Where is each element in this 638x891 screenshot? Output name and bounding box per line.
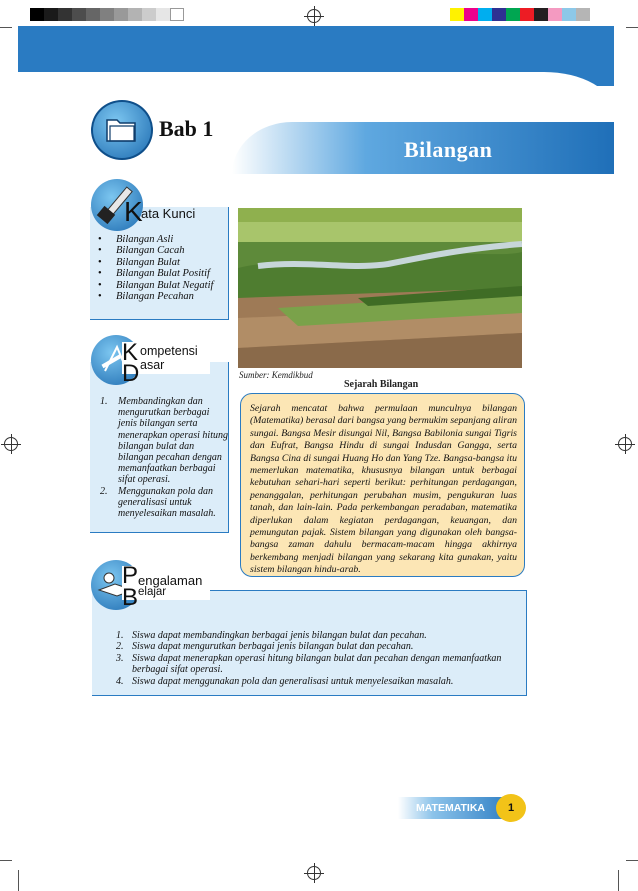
item-number: 2.: [116, 641, 124, 653]
photo-source: Sumber: Kemdikbud: [239, 370, 313, 380]
registration-mark-top: [307, 9, 321, 23]
pengalaman-initial: P: [122, 562, 139, 589]
crop-mark: [626, 860, 638, 861]
kata-kunci-list: [98, 234, 213, 302]
pengalaman-heading: engalaman: [138, 573, 203, 588]
list-item: [116, 641, 520, 652]
grayscale-calibration-bar: [30, 8, 184, 21]
belajar-initial: B: [122, 584, 139, 611]
kata-kunci-initial: K: [124, 196, 143, 227]
item-number: 1.: [116, 630, 124, 641]
belajar-heading: elajar: [138, 586, 167, 598]
footer-subject: MATEMATIKA: [416, 802, 486, 814]
photo-title: Sejarah Bilangan: [344, 379, 419, 390]
registration-mark-right: [618, 437, 632, 451]
list-item: • Bilangan Bulat Negatif: [98, 280, 213, 291]
dasar-heading: asar: [140, 358, 165, 372]
folder-icon: [91, 100, 153, 160]
list-item: [100, 396, 228, 486]
chapter-number: Bab 1: [159, 116, 214, 141]
sejarah-bilangan-box: Sejarah mencatat bahwa permulaan munculnya bilangan (Matematika) berasal dari bangsa yang bermukim sepanjang aliran sungai. Bangsa Mesir disungai Nil, Bangsa Babilonia sungai Tigris dan Eufrat, Bangsa Hindu di sungai Indusdan Gangga, serta Bangsa Cina di sungai Huang Ho dan Yang Tze. Bangsa-bangsa itu memerlukan matematika, khususnya bilangan untuk berbagai kebutuhan sehari-hari seperti berikut: perhitungan perdagangan, penanggalan, perhitungan perubahan musim, pengukuran luas tanah, dan lain-lain. Pada perkembangan peradaban, matematika diperlukan dalam kegiatan perdagangan, keuangan, dan pemungutan pajak. Sistem bilangan yang digunakan oleh bangsa-bangsa zaman dahulu bermacam-macam hingga akhirnya berkembang menjadi bilangan yang sekarang kita gunakan, yaitu sistem bilangan hindu-arab.: [240, 393, 525, 577]
crop-mark: [0, 27, 12, 28]
item-number: 3.: [116, 652, 124, 664]
registration-mark-bottom: [307, 866, 321, 880]
item-number: 2.: [100, 485, 108, 497]
chapter-title: Bilangan: [404, 137, 493, 162]
crop-mark: [618, 870, 619, 891]
page-number: 1: [496, 794, 526, 822]
dasar-initial: D: [122, 360, 140, 387]
list-item: • Bilangan Bulat: [98, 257, 213, 268]
list-item: [116, 630, 520, 641]
list-item: • Bilangan Pecahan: [98, 291, 213, 302]
item-text: Siswa dapat menerapkan operasi hitung bilangan bulat dan pecahan dengan memanfaatkan berbagai sifat operasi.: [132, 652, 502, 676]
list-item: • Bilangan Asli: [98, 234, 213, 245]
item-text: Siswa dapat menggunakan pola dan generalisasi untuk menyelesaikan masalah.: [132, 675, 454, 687]
crop-mark: [0, 860, 12, 861]
river-landscape-photo: [238, 208, 522, 368]
item-text: Siswa dapat mengurutkan berbagai jenis bilangan bulat dan pecahan.: [132, 641, 414, 653]
list-item: • Bilangan Bulat Positif: [98, 268, 213, 279]
kata-kunci-heading: ata Kunci: [141, 206, 196, 221]
color-calibration-bar: [450, 8, 590, 21]
item-text: Siswa dapat membandingkan berbagai jenis bilangan bulat dan pecahan.: [132, 630, 427, 641]
item-text: Menggunakan pola dan generalisasi untuk menyelesaikan masalah.: [118, 485, 216, 520]
item-number: 1.: [100, 396, 108, 407]
kompetensi-heading: ompetensi: [140, 344, 198, 358]
crop-mark: [626, 27, 638, 28]
list-item: [100, 486, 228, 520]
registration-mark-left: [4, 437, 18, 451]
item-number: 4.: [116, 675, 124, 687]
pengalaman-belajar-list: [116, 630, 520, 687]
list-item: • Bilangan Cacah: [98, 245, 213, 256]
kompetensi-dasar-list: [100, 396, 228, 519]
item-text: Membandingkan dan mengurutkan berbagai jenis bilangan serta menerapkan operasi hitung bilangan bulat dan bilangan pecahan dengan memanfaatkan berbagai sifat operasi.: [118, 396, 228, 486]
list-item: [116, 676, 520, 687]
kompetensi-initial: K: [122, 339, 139, 366]
crop-mark: [18, 870, 19, 891]
list-item: [116, 653, 520, 676]
